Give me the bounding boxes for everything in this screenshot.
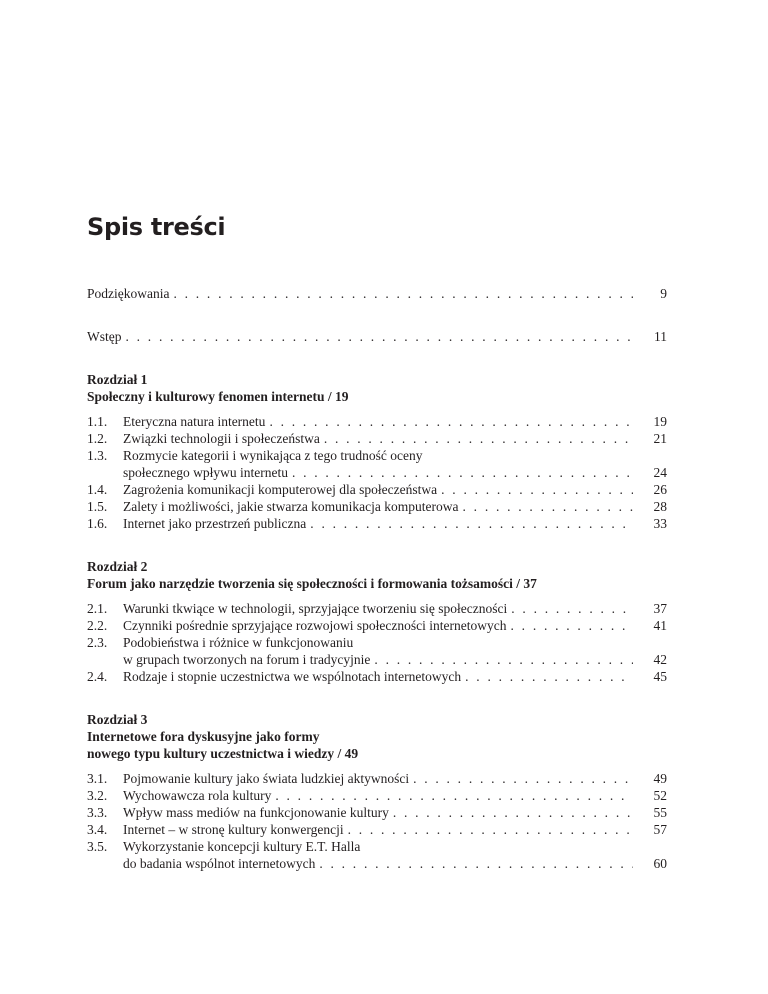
chapter-title: Forum jako narzędzie tworzenia się społeczności i formowania tożsamości / 37	[87, 576, 537, 591]
page-number: 26	[653, 482, 667, 497]
toc-entry-label: Wstęp	[87, 329, 122, 344]
section-number: 3.3.	[87, 805, 108, 820]
toc-entry	[87, 770, 667, 787]
section-number: 1.3.	[87, 448, 108, 463]
dot-leader	[324, 430, 633, 447]
dot-leader	[275, 787, 633, 804]
section-number: 3.2.	[87, 788, 108, 803]
chapter-title: Internetowe fora dyskusyjne jako formy	[87, 729, 320, 744]
section-title-continued: społecznego wpływu internetu	[123, 465, 288, 480]
page-number: 33	[653, 516, 667, 531]
section-number: 1.4.	[87, 482, 108, 497]
toc-entry	[87, 787, 667, 804]
page-number: 9	[660, 286, 667, 301]
dot-leader	[463, 498, 633, 515]
dot-leader	[310, 515, 633, 532]
toc-entry	[87, 498, 667, 515]
section-number: 2.1.	[87, 601, 108, 616]
dot-leader	[413, 770, 633, 787]
page-number: 45	[653, 669, 667, 684]
dot-leader	[511, 617, 633, 634]
toc-entry-acknowledgements	[87, 285, 667, 302]
section-title: Internet jako przestrzeń publiczna	[123, 516, 307, 531]
page-number: 57	[653, 822, 667, 837]
chapter-entries	[87, 600, 667, 685]
section-title: Eteryczna natura internetu	[123, 414, 266, 429]
section-title-continued: do badania wspólnot internetowych	[123, 856, 316, 871]
toc-entry	[87, 804, 667, 821]
toc-entry	[87, 668, 667, 685]
section-title: Internet – w stronę kultury konwergencji	[123, 822, 344, 837]
section-title: Wychowawcza rola kultury	[123, 788, 272, 803]
toc-entry	[87, 651, 667, 668]
page-number: 49	[653, 771, 667, 786]
section-number: 1.6.	[87, 516, 108, 531]
section-number: 1.1.	[87, 414, 108, 429]
section-number: 3.4.	[87, 822, 108, 837]
page-title: Spis treści	[87, 213, 226, 241]
dot-leader	[511, 600, 633, 617]
section-title: Czynniki pośrednie sprzyjające rozwojowi społeczności internetowych	[123, 618, 507, 633]
section-title: Rozmycie kategorii i wynikająca z tego trudność oceny	[123, 448, 423, 463]
dot-leader	[441, 481, 633, 498]
toc-entry	[87, 600, 667, 617]
page-number: 11	[654, 329, 667, 344]
section-title: Zagrożenia komunikacji komputerowej dla społeczeństwa	[123, 482, 438, 497]
chapter-heading	[87, 558, 667, 592]
section-number: 2.4.	[87, 669, 108, 684]
page-number: 24	[653, 465, 667, 480]
toc-entry	[87, 430, 667, 447]
page-number: 21	[653, 431, 667, 446]
toc-entry	[87, 413, 667, 430]
chapter-title: nowego typu kultury uczestnictwa i wiedzy / 49	[87, 746, 359, 761]
chapter-label: Rozdział 2	[87, 559, 148, 574]
toc-entry	[87, 464, 667, 481]
section-number: 3.1.	[87, 771, 108, 786]
section-title: Podobieństwa i różnice w funkcjonowaniu	[123, 635, 354, 650]
page-number: 19	[653, 414, 667, 429]
dot-leader	[126, 328, 634, 345]
chapter-title: Społeczny i kulturowy fenomen internetu / 19	[87, 389, 349, 404]
section-number: 1.2.	[87, 431, 108, 446]
section-title-continued: w grupach tworzonych na forum i tradycyjnie	[123, 652, 371, 667]
chapter-label: Rozdział 3	[87, 712, 148, 727]
chapter-entries	[87, 413, 667, 532]
dot-leader	[319, 855, 633, 872]
page-number: 60	[653, 856, 667, 871]
section-title: Zalety i możliwości, jakie stwarza komunikacja komputerowa	[123, 499, 459, 514]
toc-entry	[87, 481, 667, 498]
toc-entry	[87, 617, 667, 634]
dot-leader	[269, 413, 633, 430]
page-number: 28	[653, 499, 667, 514]
chapter-heading	[87, 711, 667, 762]
section-number: 1.5.	[87, 499, 108, 514]
page-number: 41	[653, 618, 667, 633]
section-title: Rodzaje i stopnie uczestnictwa we wspólnotach internetowych	[123, 669, 462, 684]
toc-entry-label: Podziękowania	[87, 286, 170, 301]
section-title: Związki technologii i społeczeństwa	[123, 431, 320, 446]
page-number: 37	[653, 601, 667, 616]
chapter-entries	[87, 770, 667, 872]
section-title: Wpływ mass mediów na funkcjonowanie kultury	[123, 805, 389, 820]
section-title: Wykorzystanie koncepcji kultury E.T. Halla	[123, 839, 361, 854]
section-number: 3.5.	[87, 839, 108, 854]
dot-leader	[292, 464, 633, 481]
toc-entry-first-line	[87, 447, 667, 464]
chapter-heading	[87, 371, 667, 405]
chapter-label: Rozdział 1	[87, 372, 148, 387]
section-title: Pojmowanie kultury jako świata ludzkiej aktywności	[123, 771, 410, 786]
dot-leader	[348, 821, 633, 838]
toc-entry	[87, 855, 667, 872]
dot-leader	[374, 651, 633, 668]
toc-entry-introduction	[87, 328, 667, 345]
page-number: 55	[653, 805, 667, 820]
page-number: 52	[653, 788, 667, 803]
page-number: 42	[653, 652, 667, 667]
section-number: 2.2.	[87, 618, 108, 633]
toc-entry	[87, 821, 667, 838]
toc-entry	[87, 515, 667, 532]
section-number: 2.3.	[87, 635, 108, 650]
dot-leader	[173, 285, 633, 302]
section-title: Warunki tkwiące w technologii, sprzyjające tworzeniu się społeczności	[123, 601, 508, 616]
toc-entry-first-line	[87, 634, 667, 651]
dot-leader	[393, 804, 633, 821]
dot-leader	[465, 668, 633, 685]
toc-entry-first-line	[87, 838, 667, 855]
table-of-contents	[87, 285, 667, 898]
